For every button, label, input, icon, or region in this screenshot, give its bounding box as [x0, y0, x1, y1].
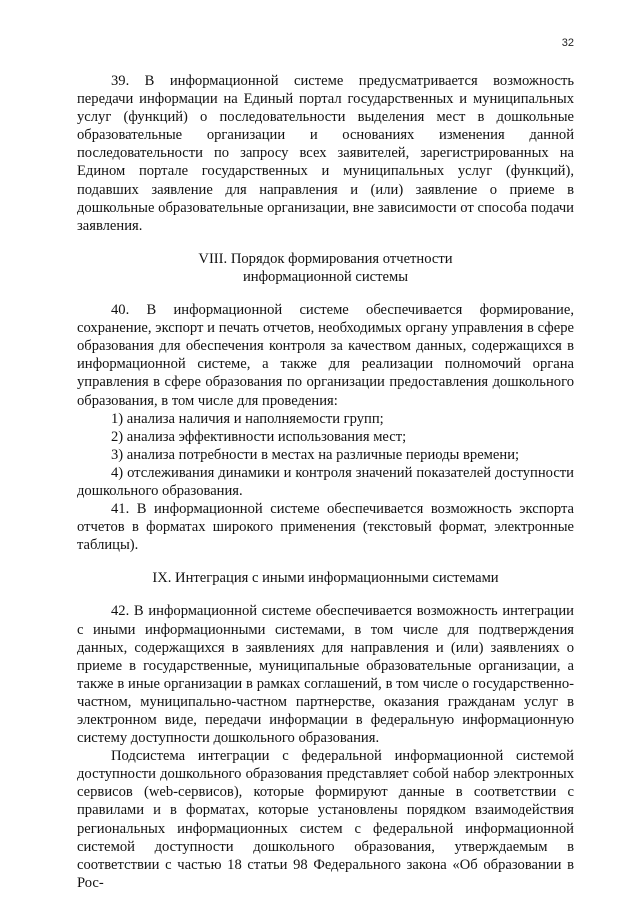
spacer [77, 286, 574, 301]
paragraph-42: 42. В информационной системе обеспечивается возможность интеграции с иными информационными системами, в том числе для подтверждения данных, содержащихся в заявлениях для направления и (или) заявлениях о приеме в государственные, муниципальные образовательные организации, а также в иные организации в рамках соглашений, в том числе о государственно-частном, муниципально-частном партнерстве, оказания гражданам услуг в электронном виде, передачи информации в федеральную информационную систему доступности дошкольного образования. [77, 603, 574, 747]
spacer [77, 554, 574, 569]
section-heading-ix: IX. Интеграция с иными информационными системами [152, 570, 499, 587]
list-item: 4) отслеживания динамики и контроля значений показателей доступности дошкольного образования. [77, 464, 574, 499]
document-body [77, 72, 574, 892]
list-item: 2) анализа эффективности использования мест; [111, 428, 407, 445]
section-heading-viii-line-1: VIII. Порядок формирования отчетности [198, 250, 453, 267]
spacer [77, 587, 574, 602]
paragraph-41: 41. В информационной системе обеспечивается возможность экспорта отчетов в форматах широкого применения (текстовый формат, электронные таблицы). [77, 501, 574, 554]
paragraph-42-continued: Подсистема интеграции с федеральной информационной системой доступности дошкольного образования представляет собой набор электронных сервисов (web-сервисов), которые формируют данные в соответствии с правилами и в форматах, которые установлены порядком взаимодействия региональных информационных систем с федеральной информационной системой доступности дошкольного образования, утверждаемым в соответствии с частью 18 статьи 98 Федерального закона «Об образовании в Рос- [77, 748, 574, 891]
section-heading-viii-line-2: информационной системы [242, 268, 408, 285]
list-item: 1) анализа наличия и наполняемости групп; [111, 410, 384, 427]
paragraph-39: 39. В информационной системе предусматривается возможность передачи информации на Единый портал государственных и муниципальных услуг (функций) о последовательности выделения мест в дошкольные образовательные организации и основаниях изменения данной последовательности по запросу всех заявителей, зарегистрированных на Едином портале государственных и муниципальных услуг (функций), подавших заявление для направления и (или) заявление о приеме в дошкольные образовательные организации, вне зависимости от способа подачи заявления. [77, 73, 574, 234]
list-item: 3) анализа потребности в местах на различные периоды времени; [111, 446, 520, 463]
paragraph-40: 40. В информационной системе обеспечивается формирование, сохранение, экспорт и печать отчетов, необходимых органу управления в сфере образования для обеспечения контроля за качеством данных, содержащихся в информационной системе, а также для реализации полномочий органа управления в сфере образования по организации предоставления дошкольного образования, в том числе для проведения: [77, 302, 574, 409]
page-number: 32 [561, 37, 574, 49]
spacer [77, 235, 574, 250]
